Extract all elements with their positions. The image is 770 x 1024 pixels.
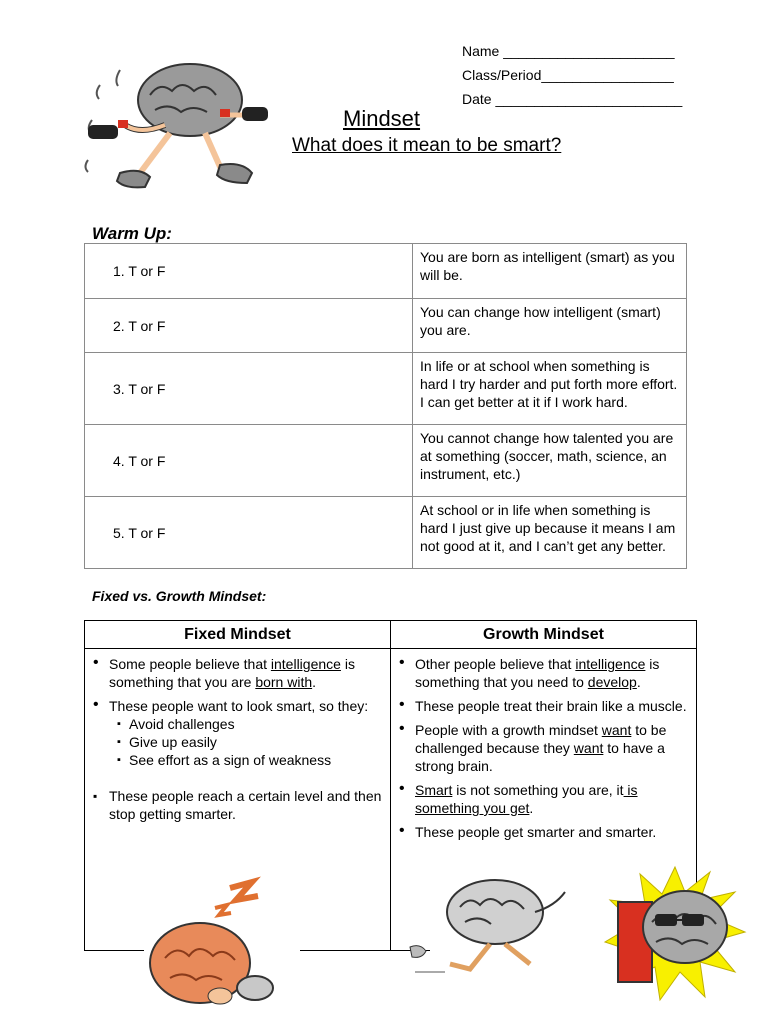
fixed-sub-item: ▪ Give up easily [117,733,382,751]
true-false-choice[interactable]: 4. T or F [85,425,413,497]
true-false-choice[interactable]: 2. T or F [85,299,413,353]
warmup-row [85,353,687,425]
growth-bullet: • These people get smarter and smarter. [399,823,688,841]
warmup-row [85,299,687,353]
reading-brain-illustration [600,862,750,1002]
warmup-table [84,243,687,569]
running-brain-illustration [70,55,285,205]
true-false-choice[interactable]: 5. T or F [85,497,413,569]
warmup-statement: You can change how intelligent (smart) you are. [413,299,687,353]
fixed-sub-item: ▪ See effort as a sign of weakness [117,751,382,769]
growth-mindset-header: Growth Mindset [391,621,697,649]
mindset-heading: Fixed vs. Growth Mindset: [92,588,267,604]
warmup-statement: You are born as intelligent (smart) as you will be. [413,244,687,299]
growth-bullet: • Smart is not something you are, it is something you get. [399,781,688,817]
warmup-statement: You cannot change how talented you are at something (soccer, math, science, an instrument, etc.) [413,425,687,497]
table-bottom-line [84,950,144,951]
fixed-sub-item: ▪ Avoid challenges [117,715,382,733]
growth-bullet: • These people treat their brain like a muscle. [399,697,688,715]
growth-bullet: • People with a growth mindset want to be challenged because they want to have a strong brain. [399,721,688,775]
sleeping-brain-illustration [140,868,300,1008]
warmup-statement: At school or in life when something is hard I just give up because it means I am not good at it, and I can’t get any better. [413,497,687,569]
page-title: Mindset [343,106,421,131]
fixed-bullet: ▪ These people reach a certain level and then stop getting smarter. [93,787,382,823]
warmup-row [85,244,687,299]
true-false-choice[interactable]: 3. T or F [85,353,413,425]
warmup-statement: In life or at school when something is hard I try harder and put forth more effort. I can get better at it if I work hard. [413,353,687,425]
fixed-bullet: • These people want to look smart, so they: ▪ Avoid challenges ▪ Give up easily ▪ See effort as a sign of weakness [93,697,382,769]
fixed-bullet: • Some people believe that intelligence is something that you are born with. [93,655,382,691]
warmup-row [85,425,687,497]
fixed-mindset-header: Fixed Mindset [85,621,391,649]
warmup-heading: Warm Up: [92,224,172,243]
true-false-choice[interactable]: 1. T or F [85,244,413,299]
class-period-field[interactable]: Class/Period_________________ [462,67,674,83]
growth-bullet: • Other people believe that intelligence is something that you need to develop. [399,655,688,691]
warmup-row [85,497,687,569]
name-field[interactable]: Name ______________________ [462,43,675,59]
date-field[interactable]: Date ________________________ [462,91,683,107]
running-brain-small-illustration [405,872,585,984]
page-subtitle: What does it mean to be smart? [292,135,562,156]
